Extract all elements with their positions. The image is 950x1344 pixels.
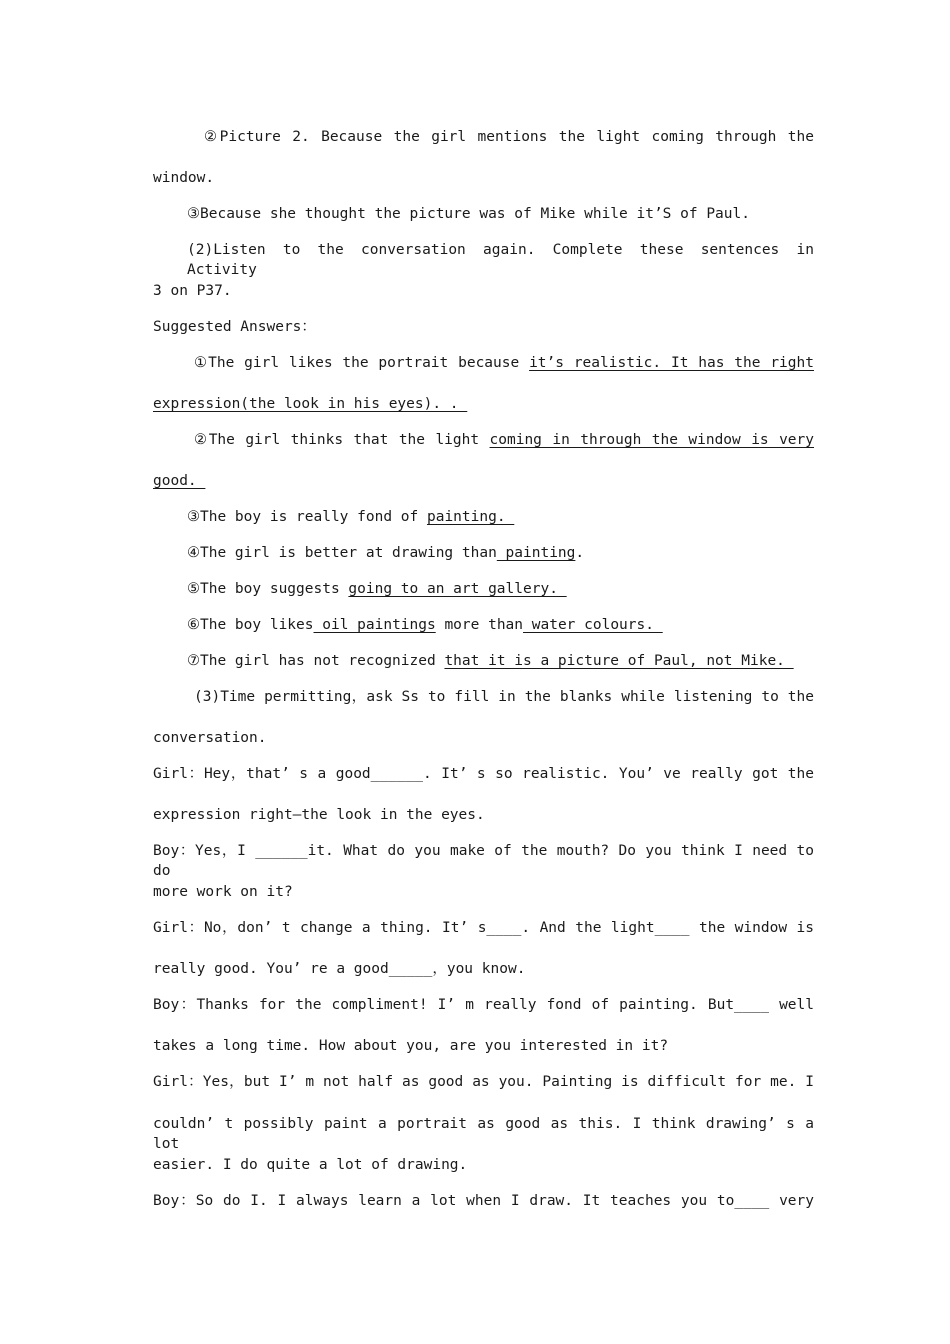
task-3-instruction-cont: conversation. xyxy=(153,730,267,746)
sentence-4 xyxy=(187,543,814,563)
sentence-3-text: ③The boy is really fond of xyxy=(187,509,427,525)
sentence-7-answer: that it is a picture of Paul, not Mike. xyxy=(444,653,794,669)
sentence-5-text: ⑤The boy suggests xyxy=(187,581,349,597)
dialogue-line: Girl：Hey，that’ s a good______. It’ s so realistic. You’ ve really got the xyxy=(153,766,814,782)
sentence-2-answer-cont: good. xyxy=(153,473,206,489)
task-3-instruction: (3)Time permitting，ask Ss to fill in the blanks while listening to the xyxy=(194,689,814,705)
sentence-3-answer: painting. xyxy=(426,509,515,525)
sentence-1-answer: it’s realistic. It has the right xyxy=(529,355,814,371)
dialogue-line: more work on it? xyxy=(153,884,293,900)
sentence-5 xyxy=(187,579,814,599)
answer-line-2-cont: window. xyxy=(153,170,215,186)
sentence-6-mid: more than xyxy=(435,617,524,633)
dialogue-line: expression right—the look in the eyes. xyxy=(153,807,485,823)
sentence-2-answer: coming in through the window is very xyxy=(489,432,814,448)
dialogue-line: takes a long time. How about you, are you interested in it? xyxy=(153,1038,669,1054)
dialogue-line: Boy：So do I. I always learn a lot when I draw. It teaches you to____ very xyxy=(153,1193,814,1209)
sentence-2-text: ②The girl thinks that the light xyxy=(194,432,490,448)
dialogue-line: couldn’ t possibly paint a portrait as good as this. I think drawing’ s a lot xyxy=(153,1116,814,1152)
sentence-1-text: ①The girl likes the portrait because xyxy=(194,355,530,371)
sentence-6-answer-a: oil paintings xyxy=(313,617,436,633)
dialogue-line: Girl：No，don’ t change a thing. It’ s____. And the light____ the window is xyxy=(153,920,814,936)
sentence-4-text: ④The girl is better at drawing than xyxy=(187,545,497,561)
dialogue-line: Girl：Yes，but I’ m not half as good as you. Painting is difficult for me. I xyxy=(153,1074,814,1090)
sentence-5-answer: going to an art gallery. xyxy=(348,581,567,597)
sentence-4-answer: painting xyxy=(496,545,576,561)
sentence-1-cont xyxy=(153,394,814,414)
task-2-instruction: (2)Listen to the conversation again. Complete these sentences in Activity xyxy=(187,242,814,278)
sentence-1 xyxy=(194,353,814,373)
dialogue-line: Boy：Yes，I ______it. What do you make of the mouth? Do you think I need to do xyxy=(153,843,814,879)
sentence-7 xyxy=(187,651,814,671)
sentence-6-text: ⑥The boy likes xyxy=(187,617,314,633)
task-2-instruction-cont: 3 on P37. xyxy=(153,283,232,299)
dialogue-line: really good. You’ re a good_____，you know. xyxy=(153,961,526,977)
sentence-2-cont xyxy=(153,471,814,491)
sentence-1-answer-cont: expression(the look in his eyes). . xyxy=(153,396,468,412)
answer-line-2: ②Picture 2. Because the girl mentions the light coming through the xyxy=(204,129,814,145)
suggested-answers-heading: Suggested Answers： xyxy=(153,319,316,335)
sentence-7-text: ⑦The girl has not recognized xyxy=(187,653,445,669)
sentence-4-end: . xyxy=(575,545,585,561)
dialogue-line: Boy：Thanks for the compliment! I’ m really fond of painting. But____ well xyxy=(153,997,814,1013)
sentence-6-answer-b: water colours. xyxy=(523,617,663,633)
dialogue-line: easier. I do quite a lot of drawing. xyxy=(153,1157,468,1173)
sentence-3 xyxy=(187,507,814,527)
sentence-6 xyxy=(187,615,814,635)
answer-line-3: ③Because she thought the picture was of Mike while it’S of Paul. xyxy=(187,206,750,222)
sentence-2 xyxy=(194,430,814,450)
